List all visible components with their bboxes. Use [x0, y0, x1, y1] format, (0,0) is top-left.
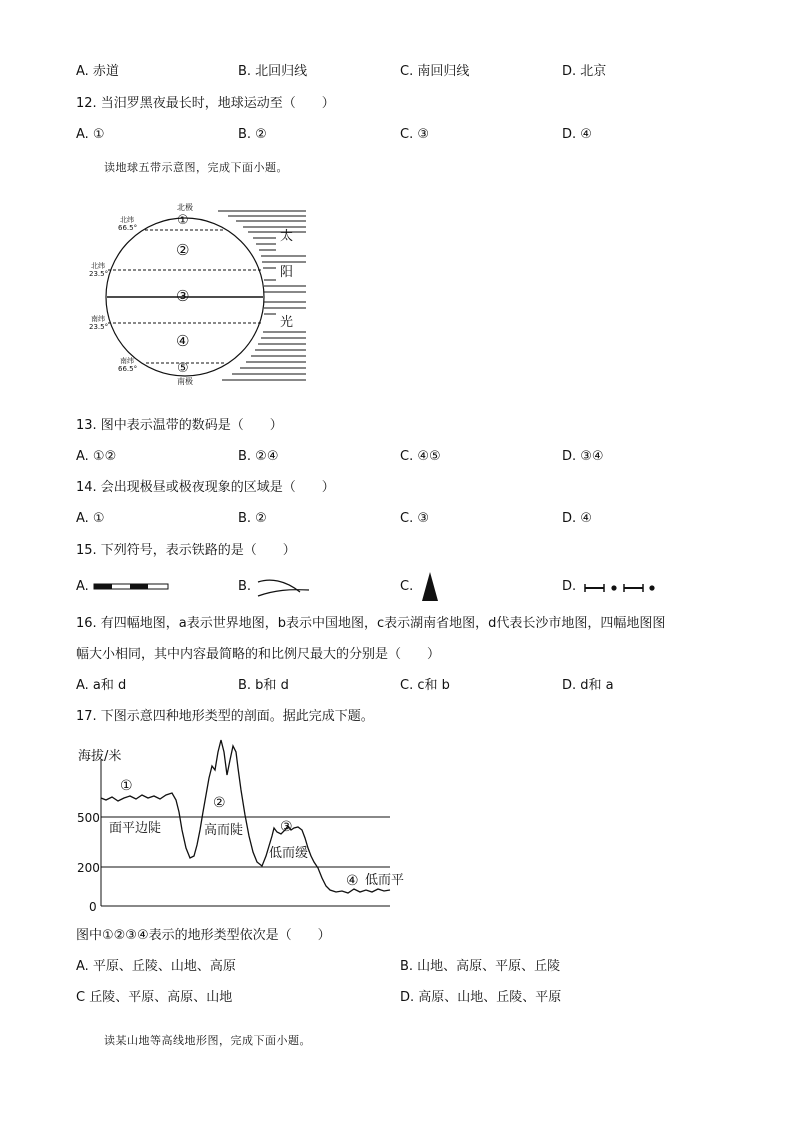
zone-2-label: ②	[176, 241, 190, 259]
q16-option-a[interactable]: A. a和 d	[76, 678, 127, 693]
q14-option-a[interactable]: A. ①	[76, 511, 105, 526]
profile-text-3: 低而缓	[269, 846, 309, 861]
profile-label-1: ①	[120, 778, 133, 794]
arctic-label-2: 66.5°	[118, 224, 138, 232]
south-pole-label: 南极	[177, 377, 193, 386]
q16-option-d[interactable]: D. d和 a	[562, 678, 614, 693]
q14-option-b[interactable]: B. ②	[238, 511, 267, 526]
q13-option-c[interactable]: C. ④⑤	[400, 449, 441, 464]
river-symbol-icon	[258, 580, 309, 596]
q16-stem-line1: 16. 有四幅地图，a表示世界地图，b表示中国地图，c表示湖南省地图，d代表长沙市地图，四幅地图图	[76, 616, 666, 631]
q11-option-b[interactable]: B. 北回归线	[238, 64, 308, 79]
north-pole-label: 北极	[177, 203, 193, 212]
intro-contour: 读某山地等高线地形图，完成下面小题。	[104, 1034, 311, 1047]
arctic-label-1: 北纬	[120, 216, 134, 224]
antarctic-label-1: 南纬	[120, 357, 134, 365]
q12-stem: 12. 当汨罗黑夜最长时，地球运动至（ ）	[76, 96, 335, 111]
zone-1-label: ①	[177, 213, 189, 228]
q12-option-c[interactable]: C. ③	[400, 127, 429, 142]
zone-4-label: ④	[176, 332, 190, 350]
terrain-profile-line	[101, 740, 390, 893]
q12-option-a[interactable]: A. ①	[76, 127, 105, 142]
zone-3-label: ③	[176, 287, 190, 305]
q11-option-c[interactable]: C. 南回归线	[400, 64, 470, 79]
boundary-symbol-icon	[585, 584, 654, 592]
profile-text-2: 高而陡	[204, 823, 244, 838]
q15-option-a[interactable]: A.	[76, 579, 89, 594]
q14-option-d[interactable]: D. ④	[562, 511, 592, 526]
q13-stem: 13. 图中表示温带的数码是（ ）	[76, 418, 283, 433]
railway-symbol-icon	[94, 584, 168, 589]
q13-option-d[interactable]: D. ③④	[562, 449, 604, 464]
q17-option-a[interactable]: A. 平原、丘陵、山地、高原	[76, 959, 236, 974]
ytick-500: 500	[77, 811, 100, 825]
q11-option-a[interactable]: A. 赤道	[76, 64, 119, 79]
q17-option-c[interactable]: C 丘陵、平原、高原、山地	[76, 990, 233, 1005]
ytick-200: 200	[77, 861, 100, 875]
q15-stem: 15. 下列符号，表示铁路的是（ ）	[76, 543, 296, 558]
q13-option-b[interactable]: B. ②④	[238, 449, 279, 464]
q17-question: 图中①②③④表示的地形类型依次是（ ）	[76, 928, 331, 943]
q17-stem: 17. 下图示意四种地形类型的剖面。据此完成下题。	[76, 709, 374, 724]
q14-stem: 14. 会出现极昼或极夜现象的区域是（ ）	[76, 480, 335, 495]
q15-option-b[interactable]: B.	[238, 579, 252, 594]
q14-option-c[interactable]: C. ③	[400, 511, 429, 526]
q15-option-c[interactable]: C.	[400, 579, 414, 594]
q17-option-d[interactable]: D. 高原、山地、丘陵、平原	[400, 990, 562, 1005]
tropic-s-label-1: 南纬	[91, 315, 105, 323]
sun-char-3: 光	[280, 315, 294, 330]
profile-label-4: ④	[346, 873, 359, 889]
tropic-s-label-2: 23.5°	[89, 323, 109, 331]
q12-option-b[interactable]: B. ②	[238, 127, 267, 142]
q12-option-d[interactable]: D. ④	[562, 127, 592, 142]
sun-char-2: 阳	[280, 265, 294, 280]
q11-option-d[interactable]: D. 北京	[562, 64, 607, 79]
q16-option-b[interactable]: B. b和 d	[238, 678, 289, 693]
intro-zones: 读地球五带示意图，完成下面小题。	[104, 161, 288, 174]
tropic-n-label-1: 北纬	[91, 262, 105, 270]
q15-option-d[interactable]: D.	[562, 579, 577, 594]
antarctic-label-2: 66.5°	[118, 365, 138, 373]
profile-text-4: 低而平	[365, 873, 405, 888]
zone-5-label: ⑤	[177, 361, 189, 376]
q13-option-a[interactable]: A. ①②	[76, 449, 117, 464]
profile-label-2: ②	[213, 795, 226, 811]
q17-option-b[interactable]: B. 山地、高原、平原、丘陵	[400, 959, 561, 974]
profile-text-1: 面平边陡	[109, 821, 162, 836]
tropic-n-label-2: 23.5°	[89, 270, 109, 278]
profile-label-3: ③	[280, 819, 293, 835]
peak-symbol-icon	[422, 572, 438, 601]
q16-stem-line2: 幅大小相同，其中内容最简略的和比例尺最大的分别是（ ）	[76, 647, 441, 662]
q16-option-c[interactable]: C. c和 b	[400, 678, 450, 693]
sun-char-1: 太	[280, 229, 294, 244]
profile-ylabel: 海拔/米	[78, 749, 122, 764]
ytick-0: 0	[89, 900, 97, 914]
